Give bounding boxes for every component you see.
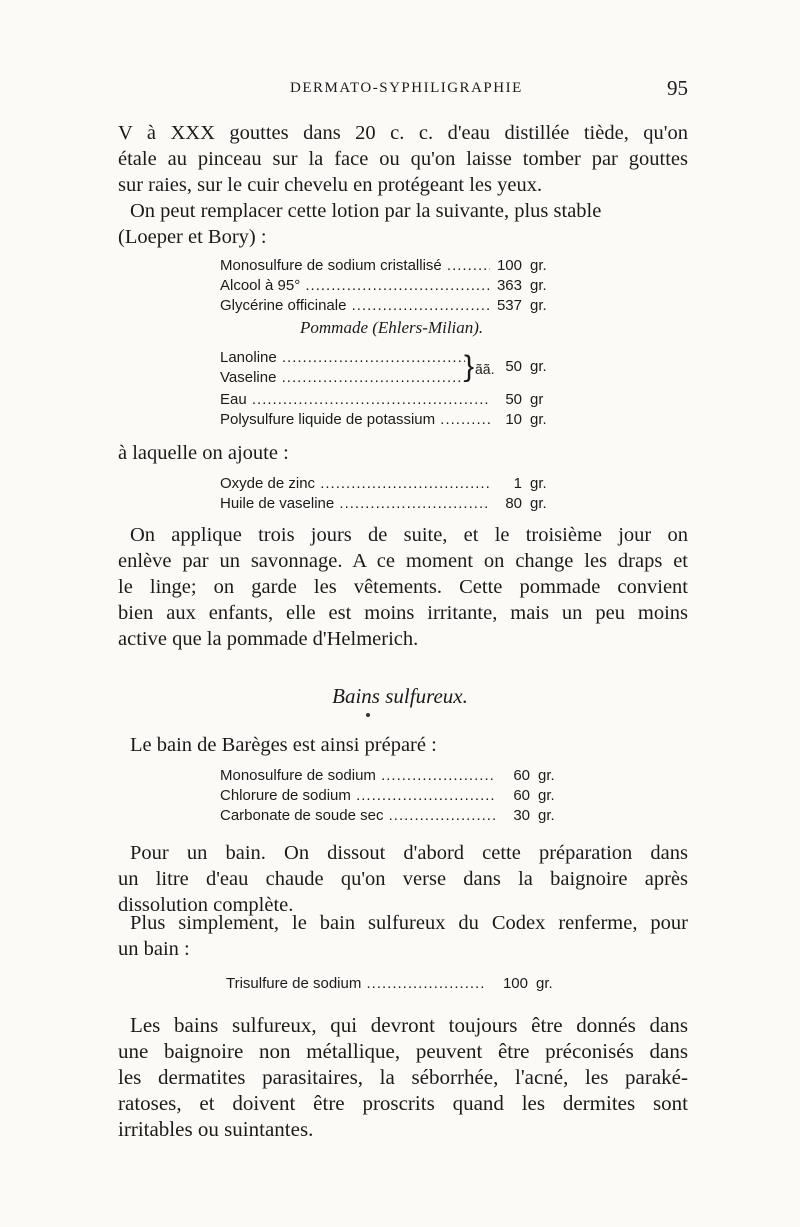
paragraph-line: à laquelle on ajoute : <box>118 442 289 464</box>
ingredient-unit: gr. <box>530 475 547 492</box>
ingredient-quantity: 50 <box>505 391 522 408</box>
ingredient-unit: gr. <box>538 787 555 804</box>
formula-row <box>220 276 570 296</box>
ingredient-quantity: 100 <box>496 257 522 274</box>
ingredient-name: Trisulfure de sodium ..... <box>226 974 486 994</box>
paragraph-line: Le bain de Barèges est ainsi préparé : <box>130 734 437 756</box>
ingredient-quantity: 363 <box>496 277 522 294</box>
formula-row <box>220 390 570 410</box>
formula-row <box>220 296 570 316</box>
page-number: 95 <box>667 76 688 100</box>
ingredient-name: Monosulfure de sodium cristallisé ..... <box>220 256 490 276</box>
ingredient-name: Huile de vaseline ..... <box>220 494 490 514</box>
ingredient-name: Monosulfure de sodium ..... <box>220 766 495 786</box>
formula-row <box>220 410 570 430</box>
codex-formula <box>226 974 576 994</box>
conclusion-paragraph <box>118 1012 688 1142</box>
ink-dot <box>366 713 370 717</box>
formula-row <box>220 806 570 826</box>
ingredient-name: Alcool à 95° ..... <box>220 276 490 296</box>
paragraph-line: irritables ou suintantes. <box>118 1117 314 1141</box>
paragraph-line: On applique trois jours de suite, et le troisième jour on <box>130 524 688 546</box>
formula-row <box>220 786 570 806</box>
formula-row <box>220 474 570 494</box>
ingredient-unit: gr. <box>530 277 547 294</box>
pommade-formula <box>220 348 570 430</box>
ingredient-unit: gr. <box>530 358 547 375</box>
section-title: Bains sulfureux. <box>332 684 468 708</box>
ingredient-unit: gr. <box>538 767 555 784</box>
intro-paragraph <box>118 120 688 250</box>
paragraph-line: étale au pinceau sur la face ou qu'on laisse tomber par gouttes <box>118 148 688 170</box>
ingredient-quantity: 537 <box>496 297 522 314</box>
formula-row <box>220 494 570 514</box>
paragraph-line: un litre d'eau chaude qu'on verse dans la baignoire après <box>118 868 688 890</box>
paragraph-line: sur raies, sur le cuir chevelu en protégeant les yeux. <box>118 174 543 196</box>
ingredient-quantity: 10 <box>505 411 522 428</box>
paragraph-line: enlève par un savonnage. A ce moment on change les draps et <box>118 550 688 572</box>
paragraph-line: bien aux enfants, elle est moins irritante, mais un peu moins <box>118 602 688 624</box>
ingredient-name: Eau ..... <box>220 390 490 410</box>
paragraph-line: (Loeper et Bory) : <box>118 226 267 248</box>
ingredient-name: Oxyde de zinc ..... <box>220 474 490 494</box>
ingredient-unit: gr. <box>530 495 547 512</box>
ingredient-name: Carbonate de soude sec ..... <box>220 806 495 826</box>
paragraph-line: une baignoire non métallique, peuvent être préconisés dans <box>118 1039 688 1063</box>
ingredient-unit: gr. <box>530 257 547 274</box>
bain-paragraph <box>118 840 688 918</box>
ingredient-name: Vaseline ..... <box>220 368 465 388</box>
formula-row <box>220 766 570 786</box>
application-paragraph <box>118 522 688 652</box>
paragraph-line: le linge; on garde les vêtements. Cette pommade convient <box>118 576 688 598</box>
paragraph-line: Plus simplement, le bain sulfureux du Codex renferme, pour <box>130 912 688 934</box>
addition-intro <box>118 440 688 466</box>
paragraph-line: Les bains sulfureux, qui devront toujours être donnés dans <box>130 1013 688 1037</box>
paragraph-line: Pour un bain. On dissout d'abord cette préparation dans <box>130 842 688 864</box>
ingredient-name: Glycérine officinale ..... <box>220 296 490 316</box>
paragraph-line: On peut remplacer cette lotion par la suivante, plus stable <box>130 200 602 222</box>
ingredient-unit: gr. <box>530 297 547 314</box>
paragraph-line: les dermatites parasitaires, la séborrhée, l'acné, les paraké- <box>118 1065 688 1089</box>
ingredient-quantity: 50 <box>505 358 522 375</box>
ingredient-unit: gr. <box>530 411 547 428</box>
aa-label: ãã. <box>475 361 495 377</box>
ingredient-name: Lanoline ..... <box>220 348 465 368</box>
paragraph-line: ratoses, et doivent être proscrits quand les dermites sont <box>118 1091 688 1115</box>
formula-row <box>226 974 576 994</box>
ingredient-unit: gr. <box>536 975 553 992</box>
running-title: DERMATO-SYPHILIGRAPHIE <box>290 80 523 96</box>
paragraph-line: un bain : <box>118 938 190 960</box>
ingredient-quantity: 60 <box>513 787 530 804</box>
ingredient-name: Polysulfure liquide de potassium ..... <box>220 410 490 430</box>
ingredient-quantity: 80 <box>505 495 522 512</box>
ingredient-name: Chlorure de sodium ..... <box>220 786 495 806</box>
paragraph-line: active que la pommade d'Helmerich. <box>118 628 419 650</box>
bareges-intro <box>118 732 688 758</box>
paragraph-line: dissolution complète. <box>118 894 294 916</box>
ingredient-quantity: 1 <box>513 475 522 492</box>
ingredient-quantity: 30 <box>513 807 530 824</box>
formula-row <box>220 256 570 276</box>
lotion-formula <box>220 256 570 316</box>
ingredient-quantity: 100 <box>502 975 528 992</box>
addition-formula <box>220 474 570 514</box>
grouping-brace: } <box>464 350 475 383</box>
page-header <box>118 76 688 104</box>
paragraph-line: V à XXX gouttes dans 20 c. c. d'eau distillée tiède, qu'on <box>118 122 688 144</box>
pommade-title: Pommade (Ehlers-Milian). <box>300 318 484 337</box>
ingredient-unit: gr. <box>538 807 555 824</box>
ingredient-unit: gr <box>530 391 544 408</box>
bareges-formula <box>220 766 570 826</box>
ingredient-quantity: 60 <box>513 767 530 784</box>
codex-paragraph <box>118 910 688 962</box>
